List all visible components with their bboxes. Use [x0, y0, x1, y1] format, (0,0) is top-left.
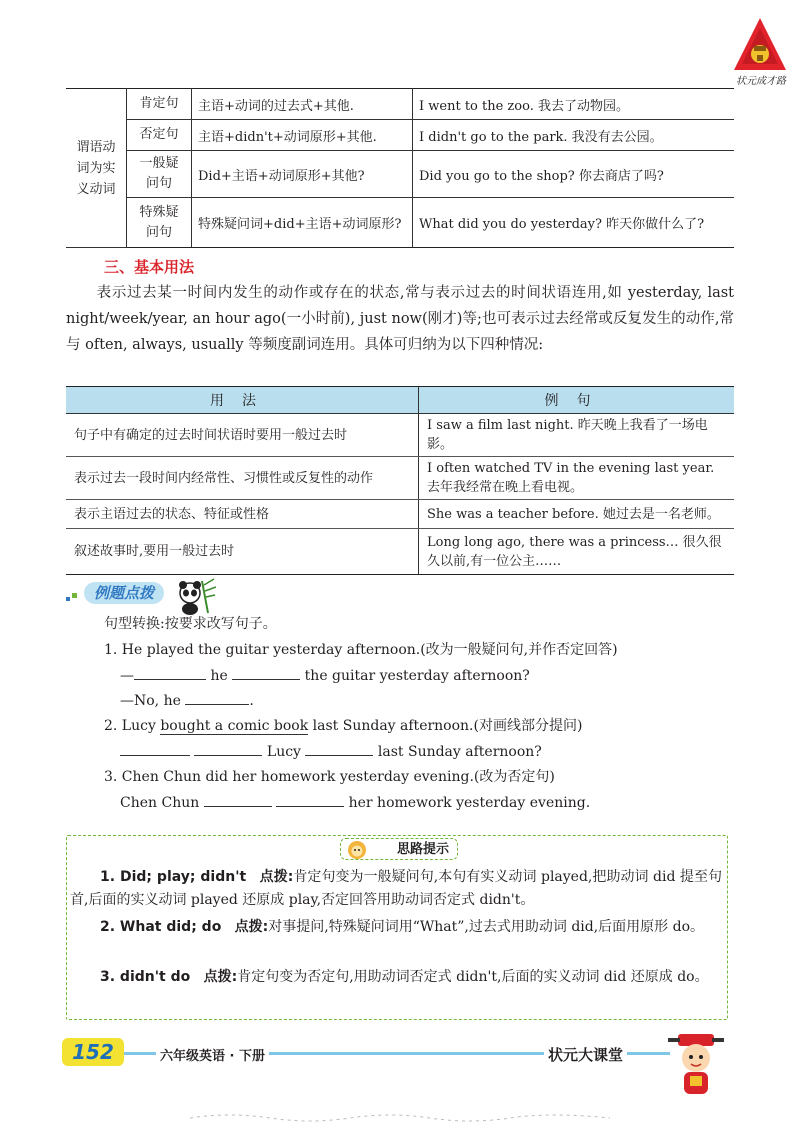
table-row — [66, 120, 734, 151]
past-tense-structure-table — [66, 88, 734, 248]
decorative-scribble — [190, 1110, 610, 1124]
sentence-type: 一般疑问句 — [127, 151, 192, 198]
example-cell: She was a teacher before. 她过去是一名老师。 — [419, 500, 735, 529]
table-row — [66, 89, 734, 120]
example-sentence: What did you do yesterday? 昨天你做什么了? — [413, 198, 735, 248]
column-header-usage: 用法 — [66, 387, 419, 414]
sentence-type: 否定句 — [127, 120, 192, 151]
section-title: 三、基本用法 — [104, 258, 195, 276]
answer-blank[interactable] — [204, 792, 272, 807]
usage-table — [66, 386, 734, 575]
answer-blank[interactable] — [194, 741, 262, 756]
example-sentence: I went to the zoo. 我去了动物园。 — [413, 89, 735, 120]
example-cell: I saw a film last night. 昨天晚上我看了一场电影。 — [419, 414, 735, 457]
example-cell: I often watched TV in the evening last year. 去年我经常在晚上看电视。 — [419, 457, 735, 500]
table-row — [66, 529, 734, 575]
answer-blank[interactable] — [232, 665, 300, 680]
answer-line-3: Chen Chun her homework yesterday evening. — [120, 792, 590, 813]
usage-cell: 叙述故事时,要用一般过去时 — [66, 529, 419, 575]
lion-mascot-icon — [346, 839, 368, 861]
question-1: 1. He played the guitar yesterday afternoon.(改为一般疑问句,并作否定回答) — [104, 642, 618, 658]
answer-line-1a: — he the guitar yesterday afternoon? — [120, 665, 530, 686]
hint-title: 思路提示 — [340, 838, 458, 860]
example-sentence: I didn't go to the park. 我没有去公园。 — [413, 120, 735, 151]
usage-cell: 表示主语过去的状态、特征或性格 — [66, 500, 419, 529]
underlined-phrase: bought a comic book — [160, 718, 309, 734]
example-cell: Long long ago, there was a princess… 很久很久以前,有一位公主…… — [419, 529, 735, 575]
page-number: 152 — [62, 1038, 124, 1066]
usage-cell: 句子中有确定的过去时间状语时要用一般过去时 — [66, 414, 419, 457]
structure-rule: 特殊疑问词+did+主语+动词原形? — [192, 198, 413, 248]
example-badge: 例题点拨 — [84, 582, 164, 604]
table-row — [66, 457, 734, 500]
answer-blank[interactable] — [120, 741, 190, 756]
sentence-type: 肯定句 — [127, 89, 192, 120]
table-row — [66, 151, 734, 198]
answer-blank[interactable] — [305, 741, 373, 756]
hint-item: 2. What did; do 点拨:对事提问,特殊疑问词用“What”,过去式用助动词 did,后面用原形 do。 — [100, 919, 705, 935]
table-row — [66, 198, 734, 248]
answer-line-1b: —No, he . — [120, 690, 254, 711]
structure-rule: 主语+动词的过去式+其他. — [192, 89, 413, 120]
column-header-example: 例句 — [419, 387, 735, 414]
question-3: 3. Chen Chun did her homework yesterday evening.(改为否定句) — [104, 769, 555, 785]
table-row — [66, 414, 734, 457]
structure-rule: Did+主语+动词原形+其他? — [192, 151, 413, 198]
scholar-mascot-icon — [664, 1028, 728, 1098]
usage-cell: 表示过去一段时间内经常性、习惯性或反复性的动作 — [66, 457, 419, 500]
hint-item: 3. didn't do 点拨:肯定句变为否定句,用助动词否定式 didn't,后面的实义动词 did 还原成 do。 — [100, 969, 709, 985]
answer-blank[interactable] — [276, 792, 344, 807]
question-2: 2. Lucy bought a comic book last Sunday afternoon.(对画线部分提问) — [104, 718, 583, 734]
example-sentence: Did you go to the shop? 你去商店了吗? — [413, 151, 735, 198]
book-title: 六年级英语 · 下册 — [156, 1045, 269, 1064]
table-row — [66, 500, 734, 529]
section-paragraph: 表示过去某一时间内发生的动作或存在的状态,常与表示过去的时间状语连用,如 yesterday, last night/week/year, an hour ago(一小时前), just now(刚才)等;也可表示过去经常或反复发生的动作,常与 often, always, usually 等频度副词连用。具体可归纳为以下四种情况: — [66, 285, 734, 353]
hint-item: 1. Did; play; didn't 点拨:肯定句变为一般疑问句,本句有实义动词 played,把助动词 did 提至句首,后面的实义动词 played 还原成 play,否定回答用助动词否定式 didn't。 — [70, 869, 723, 908]
brand-title: 状元大课堂 — [544, 1044, 627, 1065]
sentence-type: 特殊疑问句 — [127, 198, 192, 248]
answer-blank[interactable] — [134, 665, 206, 680]
logo-text: 状元成才路 — [736, 76, 786, 87]
exercise-instruction: 句型转换:按要求改写句子。 — [104, 616, 277, 632]
group-label: 谓语动词为实义动词 — [66, 89, 127, 248]
structure-rule: 主语+didn't+动词原形+其他. — [192, 120, 413, 151]
answer-blank[interactable] — [185, 690, 249, 705]
answer-line-2: Lucy last Sunday afternoon? — [120, 741, 542, 762]
table-header-row — [66, 387, 734, 414]
